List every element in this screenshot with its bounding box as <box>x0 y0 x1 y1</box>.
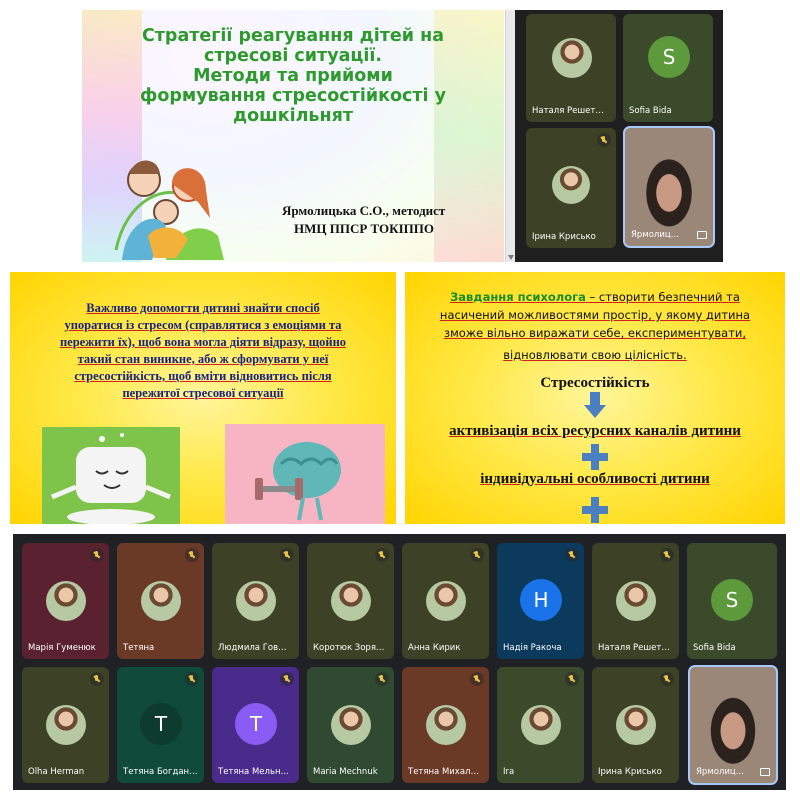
brain-dumbbell-image <box>225 424 385 524</box>
avatar <box>616 705 656 745</box>
avatar <box>521 705 561 745</box>
avatar: T <box>235 703 277 745</box>
plus-icon <box>582 444 608 470</box>
participants-panel <box>515 10 723 262</box>
text-line: зможе вільно виражати себе, експериментувати, <box>443 326 747 340</box>
avatar <box>236 581 276 621</box>
presentation-slide-title <box>82 10 504 262</box>
author-name: Ярмолицька С.О., методист <box>282 203 446 218</box>
scheme-item: активізація всіх ресурсних каналів дитини <box>449 423 741 439</box>
pin-icon[interactable] <box>760 768 770 776</box>
participant-tile[interactable] <box>402 667 489 783</box>
slide-scrollbar[interactable] <box>505 10 515 262</box>
participant-tile[interactable] <box>402 543 489 659</box>
plus-icon <box>582 497 608 523</box>
slide-author <box>282 202 504 238</box>
avatar: S <box>711 579 753 621</box>
family-illustration <box>106 140 236 260</box>
participant-name: Sofia Bida <box>629 106 672 116</box>
text-line: стресостійкість, щоб вміти відновитись після <box>74 369 332 383</box>
participant-tile[interactable] <box>212 543 299 659</box>
mic-off-icon <box>90 548 104 562</box>
mic-off-icon <box>565 672 579 686</box>
participant-name: Наталя Решет… <box>598 643 670 653</box>
participant-video-tile[interactable] <box>688 665 778 785</box>
participant-name: Olha Herman <box>28 767 85 777</box>
participant-tile[interactable] <box>117 667 204 783</box>
slide-title <box>98 26 488 126</box>
avatar <box>46 705 86 745</box>
avatar <box>141 581 181 621</box>
participant-tile[interactable] <box>497 667 584 783</box>
participant-name: Марія Гуменюк <box>28 643 96 653</box>
participant-name: Ярмолиц… <box>696 767 745 777</box>
participant-name: Sofia Bida <box>693 643 736 653</box>
avatar <box>46 581 86 621</box>
text-line: упоратися із стресом (справлятися з емоціями та <box>64 318 342 332</box>
participant-tile[interactable] <box>212 667 299 783</box>
mic-off-icon <box>470 672 484 686</box>
avatar <box>426 581 466 621</box>
avatar: S <box>648 36 690 78</box>
participant-name: Ірина Крисько <box>532 232 596 242</box>
participant-name: Анна Кирик <box>408 643 461 653</box>
mic-off-icon <box>597 133 611 147</box>
mic-off-icon <box>660 548 674 562</box>
presentation-slide-left <box>10 272 396 524</box>
participant-tile[interactable] <box>22 543 109 659</box>
participant-name: Тетяна Богдан… <box>123 767 198 777</box>
participant-tile[interactable] <box>497 543 584 659</box>
scheme-item: індивідуальні особливості дитини <box>480 471 710 487</box>
avatar <box>331 581 371 621</box>
title-line: Стратегії реагування дітей на <box>141 26 445 46</box>
participant-tile[interactable] <box>592 667 679 783</box>
participant-tile[interactable] <box>307 543 394 659</box>
text-line: пережитої стресової ситуації <box>122 386 284 400</box>
participant-tile[interactable] <box>526 128 616 248</box>
participant-name: Тетяна <box>123 643 155 653</box>
participant-tile[interactable] <box>117 543 204 659</box>
participant-name: Ira <box>503 767 515 777</box>
participant-name: Тетяна Мельн… <box>218 767 290 777</box>
participants-grid <box>13 534 786 790</box>
presentation-slide-right <box>405 272 785 524</box>
participant-name: Людмила Гов… <box>218 643 287 653</box>
avatar: H <box>520 579 562 621</box>
lead-highlight: Завдання психолога <box>450 290 586 304</box>
avatar <box>552 166 590 204</box>
title-line: стресові ситуації. <box>203 46 383 66</box>
author-org: НМЦ ППСР ТОКІППО <box>294 221 434 236</box>
mic-off-icon <box>375 672 389 686</box>
avatar <box>331 705 371 745</box>
text-line: відновлювати свою цілісність. <box>503 348 687 362</box>
mic-off-icon <box>470 548 484 562</box>
participant-name: Ірина Крисько <box>598 767 662 777</box>
participant-name: Ярмолиц… <box>631 230 680 240</box>
participant-name: Надія Ракоча <box>503 643 562 653</box>
slide-text <box>20 300 386 402</box>
participant-name: Тетяна Михал… <box>408 767 479 777</box>
mic-off-icon <box>185 672 199 686</box>
participant-tile[interactable] <box>22 667 109 783</box>
mic-off-icon <box>185 548 199 562</box>
participant-tile[interactable] <box>623 14 713 122</box>
text-line: насичений можливостями простір, у якому дитина <box>439 308 751 322</box>
participant-tile[interactable] <box>687 543 777 659</box>
participant-name: Наталя Решет… <box>532 106 604 116</box>
title-line: Методи та прийоми <box>193 66 393 86</box>
text-line: Важливо допомогти дитині знайти спосіб <box>86 301 320 315</box>
mic-off-icon <box>90 672 104 686</box>
avatar <box>552 38 592 78</box>
participant-video-tile[interactable] <box>623 126 715 248</box>
pin-icon[interactable] <box>697 231 707 239</box>
text-line: пережити їх), щоб вона могла діяти відразу, щойно <box>59 335 347 349</box>
lead-rest: – створити безпечний та <box>585 290 740 304</box>
mic-off-icon <box>660 672 674 686</box>
avatar <box>616 581 656 621</box>
scheme-item: Стресостійкість <box>540 375 650 391</box>
text-line: такий стан виникне, або ж сформувати у неї <box>77 352 329 366</box>
title-line: формування стресостійкості у <box>139 86 447 106</box>
mic-off-icon <box>280 548 294 562</box>
mic-off-icon <box>565 548 579 562</box>
slide-lead-text <box>411 288 779 364</box>
pillow-meditation-image <box>42 427 180 524</box>
scroll-down-icon[interactable] <box>508 255 514 260</box>
mic-off-icon <box>280 672 294 686</box>
avatar <box>426 705 466 745</box>
participant-tile[interactable] <box>526 14 616 122</box>
participant-tile[interactable] <box>592 543 679 659</box>
mic-off-icon <box>375 548 389 562</box>
participant-name: Maria Mechnuk <box>313 767 378 777</box>
avatar: T <box>140 703 182 745</box>
title-line: дошкільнят <box>233 106 353 126</box>
arrow-down-icon <box>584 392 606 418</box>
participant-tile[interactable] <box>307 667 394 783</box>
participant-name: Коротюк Зоря… <box>313 643 385 653</box>
